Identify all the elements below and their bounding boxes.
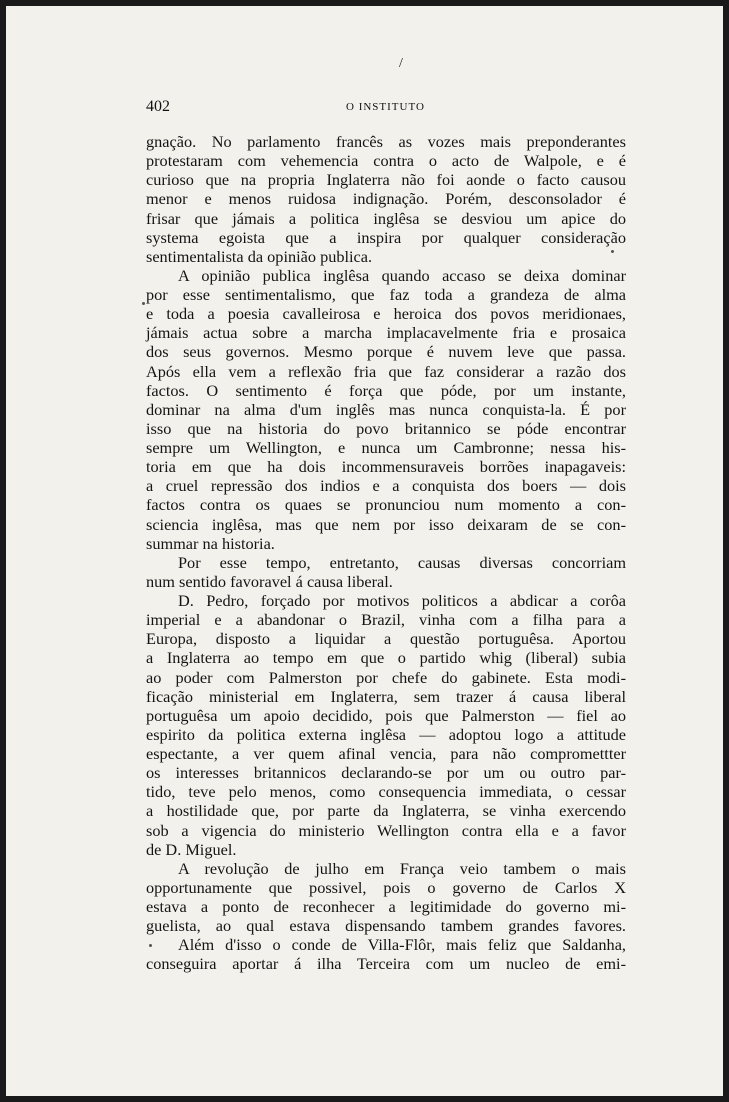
text-line: factos contra os quaes se pronunciou num momento a con- (146, 495, 626, 515)
text-line: opportunamente que possivel, pois o governo de Carlos X (146, 877, 626, 897)
print-speck (142, 302, 145, 305)
text-line: guelista, ao qual estava dispensando tambem grandes favores. (146, 916, 626, 936)
text-line: a hostilidade que, por parte da Inglaterra, se vinha exercendo (146, 801, 626, 821)
text-line: Por esse tempo, entretanto, causas diversas concorriam (178, 552, 626, 572)
text-line: menor e menos ruidosa indignação. Porém, desconsolador é (146, 189, 626, 209)
text-line: protestaram com vehemencia contra o acto de Walpole, e é (146, 151, 626, 171)
text-line: summar na historia. (146, 533, 275, 553)
print-speck (611, 250, 614, 253)
text-line: ao poder com Palmerston por chefe do gabinete. Esta modi- (146, 667, 626, 687)
text-line: sempre um Wellington, e nunca um Cambronne; nessa his- (146, 438, 626, 457)
tick-mark: / (399, 56, 403, 71)
text-line: os interesses britannicos declarando-se por um ou outro par- (146, 763, 626, 783)
text-line: estava a ponto de reconhecer a legitimidade do governo mi- (146, 897, 626, 916)
text-line: num sentido favoravel á causa liberal. (146, 571, 393, 591)
page-number: 402 (146, 98, 170, 115)
text-line: Além d'isso o conde de Villa-Flôr, mais feliz que Saldanha, (178, 935, 626, 955)
text-line: conseguira aportar á ilha Terceira com um nucleo de emi- (146, 954, 626, 974)
text-line: D. Pedro, forçado por motivos politicos a abdicar a corôa (178, 591, 626, 610)
text-line: de D. Miguel. (146, 839, 237, 859)
text-line: e toda a poesia cavalleirosa e heroica dos povos meridionaes, (146, 304, 626, 324)
text-line: factos. O sentimento é força que póde, por um instante, (146, 380, 626, 400)
text-line: systema egoista que a inspira por qualquer consideração (146, 227, 626, 247)
text-line: gnação. No parlamento francês as vozes mais preponderantes (146, 132, 626, 151)
text-line: sob a vigencia do ministerio Wellington contra ella e a favor (146, 820, 626, 840)
text-line: Europa, disposto a liquidar a questão portuguêsa. Aportou (146, 629, 626, 649)
scanned-page (6, 6, 723, 1096)
running-title: O INSTITUTO (346, 101, 425, 113)
body-text (146, 132, 626, 974)
page-header (146, 98, 626, 118)
text-line: tido, teve pelo menos, como consequencia immediata, o cessar (146, 782, 626, 802)
text-line: sciencia inglêsa, mas que nem por isso deixaram de se con- (146, 514, 626, 534)
text-line: a cruel repressão dos indios e a conquista dos boers — dois (146, 476, 626, 496)
text-line: dominar na alma d'um inglês mas nunca conquista-la. É por (146, 399, 626, 419)
text-line: portuguêsa um apoio decidido, pois que Palmerston — fiel ao (146, 705, 626, 725)
text-line: por esse sentimentalismo, que faz toda a grandeza de alma (146, 285, 626, 304)
print-speck (149, 944, 152, 947)
text-line: espirito da politica externa inglêsa — adoptou logo a attitude (146, 724, 626, 744)
text-line: A revolução de julho em França veio tambem o mais (178, 858, 626, 878)
text-line: frisar que jámais a politica inglêsa se desviou um apice do (146, 208, 626, 228)
text-line: dos seus governos. Mesmo porque é nuvem leve que passa. (146, 342, 626, 362)
text-line: isso que na historia do povo britannico se póde encontrar (146, 418, 626, 438)
text-line: toria em que ha dois incommensuraveis borrões inapagaveis: (146, 457, 626, 477)
text-line: a Inglaterra ao tempo em que o partido whig (liberal) subia (146, 648, 626, 668)
text-line: curioso que na propria Inglaterra não foi aonde o facto causou (146, 170, 626, 190)
text-line: imperial e a abandonar o Brazil, vinha com a filha para a (146, 610, 626, 630)
text-line: Após ella vem a reflexão fria que faz considerar a razão dos (146, 361, 626, 381)
text-line: espectante, a ver quem afinal vencia, para não compromettter (146, 744, 626, 763)
text-line: ficação ministerial em Inglaterra, sem trazer á causa liberal (146, 686, 626, 706)
text-line: A opinião publica inglêsa quando accaso se deixa dominar (178, 265, 626, 285)
text-line: sentimentalista da opinião publica. (146, 246, 373, 266)
text-line: jámais actua sobre a marcha implacavelmente fria e prosaica (146, 323, 626, 343)
